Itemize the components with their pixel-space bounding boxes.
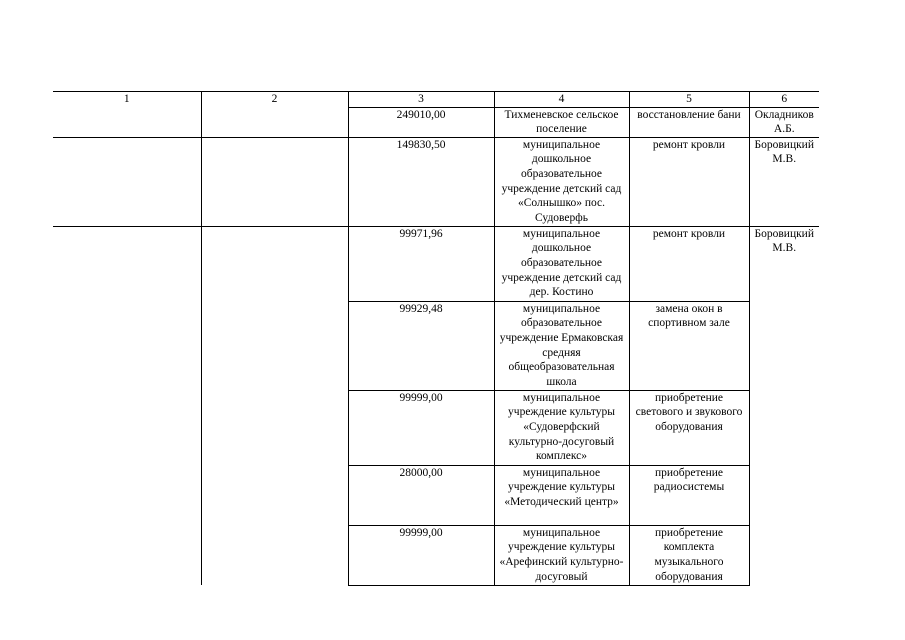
recipient-cell: муниципальное учреждение культуры «Арефинский культурно-досуговый — [494, 525, 629, 585]
cell-empty — [201, 107, 348, 137]
header-col-5: 5 — [629, 92, 749, 108]
cell-empty — [201, 226, 348, 585]
purpose-cell: приобретение светового и звукового оборудования — [629, 390, 749, 465]
recipient-cell: муниципальное учреждение культуры «Методический центр» — [494, 465, 629, 525]
person-cell: Окладников А.Б. — [749, 107, 819, 137]
amount-cell: 99999,00 — [348, 525, 494, 585]
amount-cell: 99971,96 — [348, 226, 494, 301]
purpose-cell: приобретение комплекта музыкального оборудования — [629, 525, 749, 585]
purpose-cell: ремонт кровли — [629, 137, 749, 226]
person-cell: Боровицкий М.В. — [749, 226, 819, 585]
purpose-cell: приобретение радиосистемы — [629, 465, 749, 525]
person-cell: Боровицкий М.В. — [749, 137, 819, 226]
purpose-cell: замена окон в спортивном зале — [629, 301, 749, 390]
header-col-2: 2 — [201, 92, 348, 108]
header-col-3: 3 — [348, 92, 494, 108]
header-col-4: 4 — [494, 92, 629, 108]
amount-cell: 99929,48 — [348, 301, 494, 390]
cell-empty — [53, 107, 201, 137]
recipient-cell: муниципальное дошкольное образовательное учреждение детский сад «Солнышко» пос. Судоверфь — [494, 137, 629, 226]
purpose-cell: ремонт кровли — [629, 226, 749, 301]
recipient-cell: муниципальное образовательное учреждение Ермаковская средняя общеобразовательная школа — [494, 301, 629, 390]
cell-empty — [201, 137, 348, 226]
amount-cell: 28000,00 — [348, 465, 494, 525]
amount-cell: 99999,00 — [348, 390, 494, 465]
recipient-cell: муниципальное дошкольное образовательное учреждение детский сад дер. Костино — [494, 226, 629, 301]
header-col-6: 6 — [749, 92, 819, 108]
amount-cell: 149830,50 — [348, 137, 494, 226]
amount-cell: 249010,00 — [348, 107, 494, 137]
cell-empty — [53, 226, 201, 585]
purpose-cell: восстановление бани — [629, 107, 749, 137]
document-table — [53, 91, 819, 586]
header-col-1: 1 — [53, 92, 201, 108]
recipient-cell: Тихменевское сельское поселение — [494, 107, 629, 137]
cell-empty — [53, 137, 201, 226]
recipient-cell: муниципальное учреждение культуры «Судоверфский культурно-досуговый комплекс» — [494, 390, 629, 465]
